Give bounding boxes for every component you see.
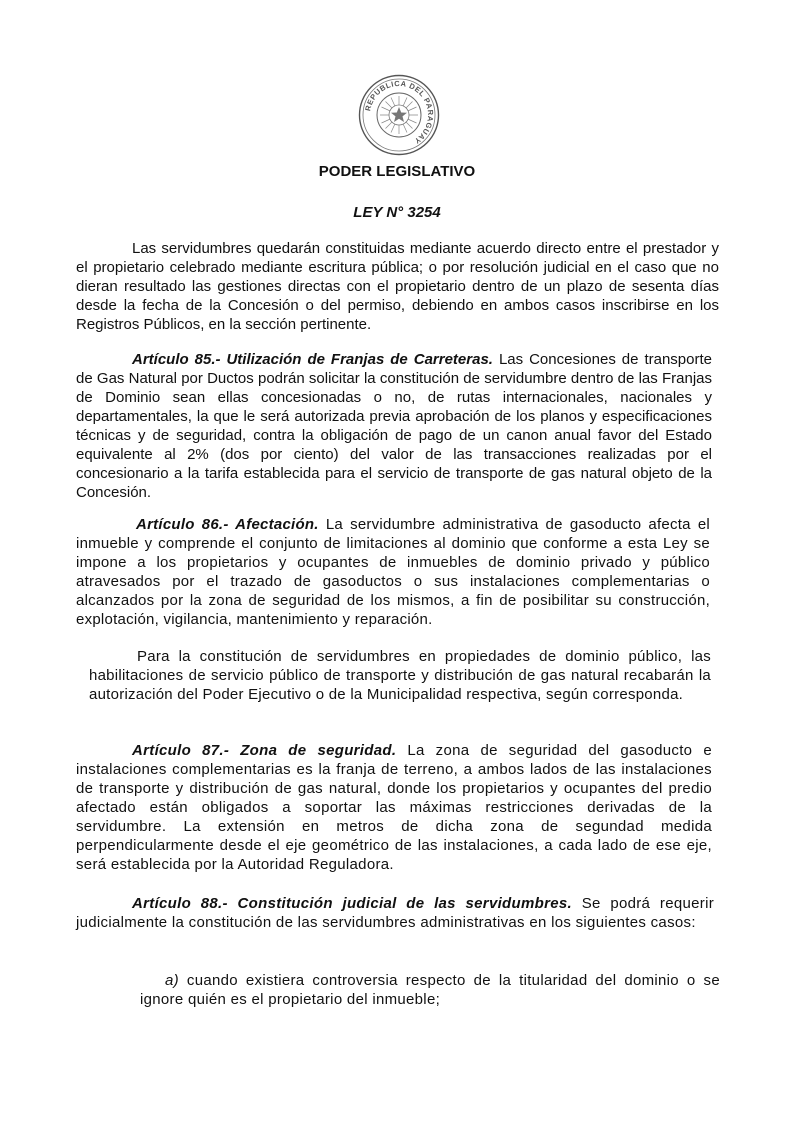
article-88 <box>76 894 714 932</box>
list-item-a <box>140 971 720 1009</box>
republic-seal-icon <box>358 74 440 156</box>
list-item-letter: a) <box>165 972 179 989</box>
article-88-heading: Artículo 88.- Constitución judicial de las servidumbres. <box>132 895 572 912</box>
document-title: PODER LEGISLATIVO <box>318 163 476 180</box>
article-86-heading: Artículo 86.- Afectación. <box>136 516 319 533</box>
article-87-text: La zona de seguridad del gasoducto e instalaciones complementarias es la franja de terreno, a ambos lados de las instalaciones de transporte y distribución de gas natural, donde los propietarios y ocupantes del predio afectado están obligados a soportar las máximas restricciones derivadas de la servidumbre. La extensión en metros de dicha zona de segundad medida perpendicularmente desde el eje geométrico de las instalaciones, a cada lado de ese eje, será establecida por la Autoridad Reguladora. <box>76 742 712 873</box>
paragraph-servidumbres: Las servidumbres quedarán constituidas mediante acuerdo directo entre el prestador y el propietario celebrado mediante escritura pública; o por resolución judicial en el caso que no dieran resultado las gestiones directas con el propietario dentro de un plazo de sesenta días desde la fecha de la Concesión o del permiso, debiendo en ambos casos inscribirse en los Registros Públicos, en la sección pertinente. <box>76 240 719 333</box>
paragraph-dominio-publico: Para la constitución de servidumbres en propiedades de dominio público, las habilitaciones de servicio público de transporte y distribución de gas natural recabarán la autorización del Poder Ejecutivo o de la Municipalidad respectiva, según corresponda. <box>89 648 711 703</box>
law-number: LEY N° 3254 <box>353 204 441 221</box>
article-86 <box>76 515 710 629</box>
article-87-heading: Artículo 87.- Zona de seguridad. <box>132 742 397 759</box>
article-87 <box>76 741 712 874</box>
article-86-text: La servidumbre administrativa de gasoducto afecta el inmueble y comprende el conjunto de limitaciones al dominio que conforme a esta Ley se impone a los propietarios y ocupantes de inmuebles de dominio privado y público atravesados por el trazado de gasoductos o sus instalaciones complementarias o alcanzados por la zona de seguridad de los mismos, a fin de posibilitar su construcción, explotación, vigilancia, mantenimiento y reparación. <box>76 516 710 628</box>
article-85-heading: Artículo 85.- Utilización de Franjas de Carreteras. <box>132 351 493 368</box>
list-item-text: cuando existiera controversia respecto de la titularidad del dominio o se ignore quién es el propietario del inmueble; <box>140 972 720 1008</box>
svg-text:REPUBLICA DEL PARAGUAY: REPUBLICA DEL PARAGUAY <box>363 78 436 146</box>
article-85-text: Las Concesiones de transporte de Gas Natural por Ductos podrán solicitar la constitución de servidumbre dentro de las Franjas de Dominio sean ellas concesionadas o no, de rutas internacionales, nacionales y departamentales, la que le será autorizada previa aprobación de los planos y especificaciones técnicas y de seguridad, contra la obligación de pago de un canon anual favor del Estado equivalente al 2% (dos por ciento) del valor de las transacciones realizadas por el concesionario a la tarifa establecida para el servicio de transporte de gas natural objeto de la Concesión. <box>76 351 712 501</box>
article-88-text: Se podrá requerir judicialmente la constitución de las servidumbres administrativas en los siguientes casos: <box>76 895 714 931</box>
article-85 <box>76 350 712 502</box>
